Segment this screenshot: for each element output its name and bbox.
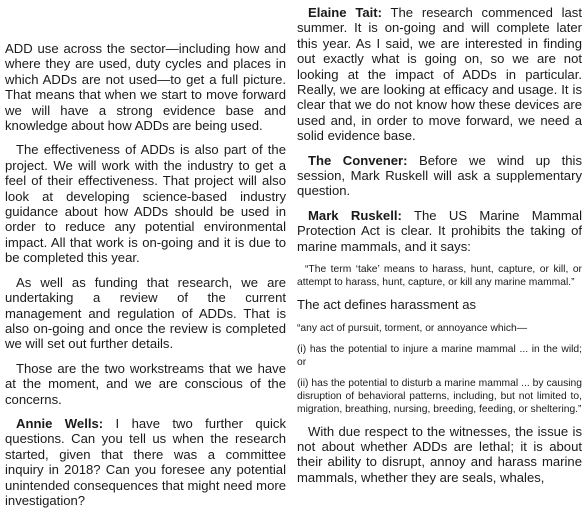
paragraph — [297, 5, 582, 144]
paragraph: ADD use across the sector—including how and where they are used, duty cycles and places in which ADDs are not used—to get a full picture. That means that when we start to move forward we will have a strong evidence base and knowledge about how ADDs are being used. — [5, 41, 286, 134]
paragraph — [297, 153, 582, 199]
quotation: (ii) has the potential to disturb a marine mammal ... by causing disruption of behavioral patterns, including, but not limited to, migration, breathing, nursing, breeding, feeding, or sheltering.” — [297, 377, 582, 415]
left-column — [5, 0, 286, 517]
quotation: “any act of pursuit, torment, or annoyance which— — [297, 322, 528, 334]
paragraph: Those are the two workstreams that we have at the moment, and we are conscious of the concerns. — [5, 360, 286, 407]
speaker-name: Mark Ruskell: — [308, 207, 402, 223]
speech-text: I have two further quick questions. Can you tell us when the research started, given that there was a committee inquiry in 2018? Can you foresee any potential unintended consequences that might need more investigation? — [5, 415, 286, 508]
paragraph: The act defines harassment as — [297, 297, 477, 313]
speech-text: The US Marine Mammal Protection Act is clear. It prohibits the taking of marine mammals, and it says: — [297, 207, 582, 254]
paragraph: The effectiveness of ADDs is also part of the project. We will work with the industry to get a feel of their effectiveness. That project will also look at developing science-based industry guidance about how ADDs should be used in order to reduce any potential environmental impact. All that work is on-going and it is due to be completed this year. — [5, 142, 286, 266]
paragraph: With due respect to the witnesses, the issue is not about whether ADDs are lethal; it is about their ability to disrupt, annoy and harass marine mammals, whether they are seals, whales, — [297, 423, 582, 485]
speech-text: Before we wind up this session, Mark Ruskell will ask a supplementary question. — [297, 152, 582, 199]
speaker-name: Annie Wells: — [16, 415, 104, 431]
speaker-name: The Convener: — [308, 152, 408, 168]
paragraph — [297, 208, 582, 254]
right-column — [297, 0, 582, 494]
speech-text: The research commenced last summer. It is on-going and will complete later this year. As I said, we are interested in finding out exactly what is going on, so we are not looking at the impact of ADDs in particular. Really, we are looking at efficacy and usage. It is clear that we do not know how these devices are used and, in order to move forward, we need a solid evidence base. — [297, 5, 582, 144]
speaker-name: Elaine Tait: — [308, 5, 382, 20]
paragraph — [5, 416, 286, 508]
paragraph: As well as funding that research, we are undertaking a review of the current management and regulation of ADDs. That is also on-going and once the review is completed we will set out further details. — [5, 274, 286, 352]
quotation: (i) has the potential to injure a marine mammal ... in the wild; or — [297, 343, 582, 368]
quotation: “The term ‘take’ means to harass, hunt, capture, or kill, or attempt to harass, hunt, capture, or kill any marine mammal.” — [297, 264, 582, 289]
